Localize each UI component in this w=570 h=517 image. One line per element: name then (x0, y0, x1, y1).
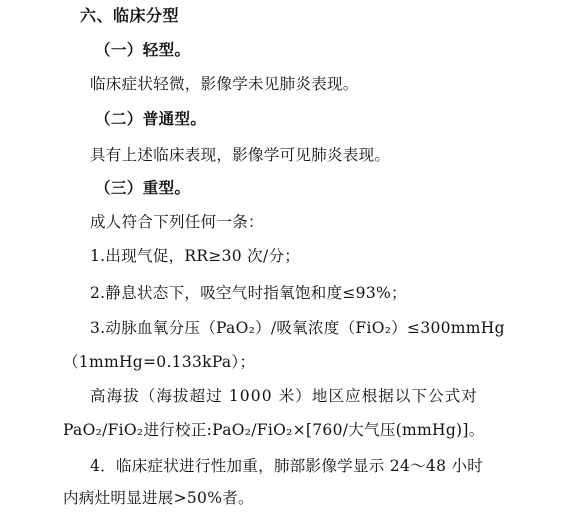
correction-formula: PaO₂/FiO₂进行校正:PaO₂/FiO₂×[760/大气压(mmHg)]。 (63, 421, 485, 439)
severe-criterion-1: 1.出现气促，RR≥30 次/分； (90, 247, 301, 265)
type-common-title: （二）普通型。 (95, 109, 207, 128)
severe-criterion-4: 4．临床症状进行性加重，肺部影像学显示 24～48 小时 (90, 457, 484, 475)
type-severe-title: （三）重型。 (95, 178, 191, 197)
type-common-description: 具有上述临床表现，影像学可见肺炎表现。 (90, 146, 391, 164)
severe-criteria-intro: 成人符合下列任何一条： (90, 213, 264, 231)
type-mild-description: 临床症状轻微，影像学未见肺炎表现。 (90, 75, 359, 93)
type-mild-title: （一）轻型。 (95, 40, 191, 59)
severe-criterion-3-note: （1mmHg=0.133kPa）； (63, 353, 256, 371)
section-heading: 六、临床分型 (80, 6, 180, 25)
severe-criterion-2: 2.静息状态下，吸空气时指氧饱和度≤93%； (90, 284, 407, 302)
severe-criterion-3: 3.动脉血氧分压（PaO₂）/吸氧浓度（FiO₂）≤300mmHg (90, 319, 505, 337)
severe-criterion-4-continued: 内病灶明显进展>50%者。 (63, 489, 254, 507)
high-altitude-note: 高海拔（海拔超过 1000 米）地区应根据以下公式对 (90, 387, 478, 405)
